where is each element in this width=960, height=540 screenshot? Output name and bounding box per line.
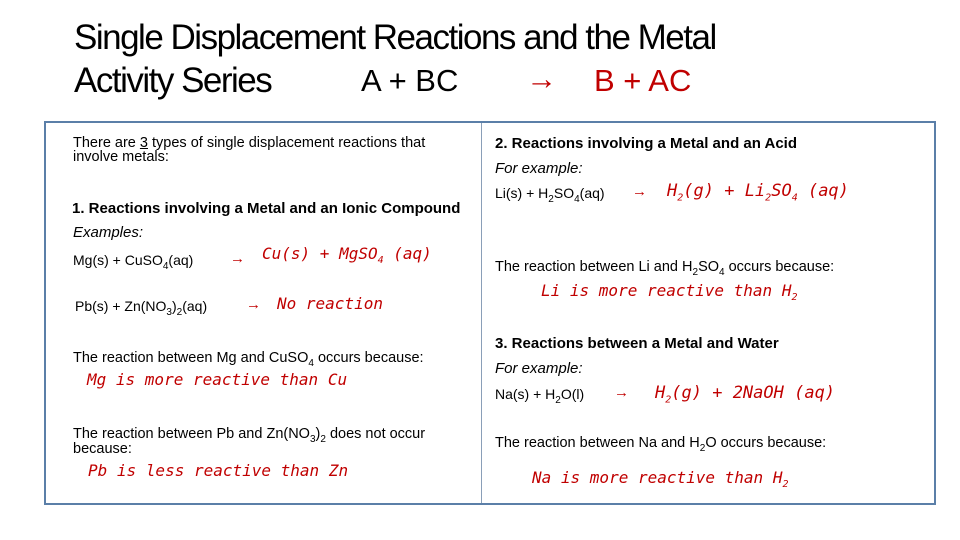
for-example-1: For example:: [495, 160, 583, 177]
ex1-products: Cu(s) + MgSO$_4$ (aq): [262, 244, 432, 267]
ex4-products: $H_2(g)$ + 2NaOH (aq): [655, 383, 836, 406]
ex1-reactants: Mg(s) + CuSO$_4$(aq): [73, 252, 194, 272]
page-title-line2: Activity Series: [74, 61, 272, 100]
equation-left: A + BC: [361, 63, 459, 98]
intro-text: There are 3 types of single displacement reactions that: [73, 135, 426, 151]
ex3-arrow-icon: →: [632, 183, 647, 200]
ex4-reactants: $Na(s) + H_2O(l)$: [495, 386, 585, 406]
page-title-line1: Single Displacement Reactions and the Metal: [74, 18, 716, 57]
reason2-question: The reaction between Pb and $Zn(NO_3)_2$ does not occur: [73, 426, 426, 445]
reason2-question-line2: because:: [73, 441, 132, 457]
ex3-reactants: $Li(s) + H_2SO_4(aq)$: [495, 185, 605, 205]
reason2-answer: Pb is less reactive than Zn: [88, 461, 349, 480]
reason3-question: The reaction between Li and $H_2SO_4$ occurs because:: [495, 259, 835, 278]
ex3-products: $H_2(g) + Li_2SO_4$ (aq): [667, 181, 849, 204]
reason3-answer: Li is more reactive than $H_2$: [541, 281, 798, 304]
for-example-2: For example:: [495, 360, 583, 377]
heading-metal-acid: 2. Reactions involving a Metal and an Acid: [495, 135, 798, 152]
reason4-question: The reaction between Na and $H_2O$ occurs because:: [495, 435, 827, 454]
heading-metal-water: 3. Reactions between a Metal and Water: [495, 335, 779, 352]
intro-text-line2: involve metals:: [73, 149, 169, 165]
reason4-answer: Na is more reactive than $H_2$: [532, 468, 789, 491]
reason1-answer: Mg is more reactive than Cu: [87, 370, 348, 389]
ex2-arrow-icon: →: [246, 296, 261, 313]
ex1-arrow-icon: →: [230, 250, 245, 267]
ex2-products: No reaction: [277, 294, 383, 313]
equation-right: B + AC: [594, 63, 692, 98]
heading-metal-ionic: 1. Reactions involving a Metal and an Ionic Compound: [72, 200, 461, 217]
column-divider: [481, 123, 482, 503]
ex4-arrow-icon: →: [614, 384, 629, 401]
examples-label: Examples:: [73, 224, 144, 241]
reason1-question: The reaction between Mg and CuSO$_4$ occurs because:: [73, 350, 424, 369]
ex2-reactants: $Pb(s) + Zn(NO_3)_2(aq)$: [75, 298, 208, 318]
intro-number: 3: [139, 135, 148, 151]
arrow-icon: →: [526, 61, 557, 96]
